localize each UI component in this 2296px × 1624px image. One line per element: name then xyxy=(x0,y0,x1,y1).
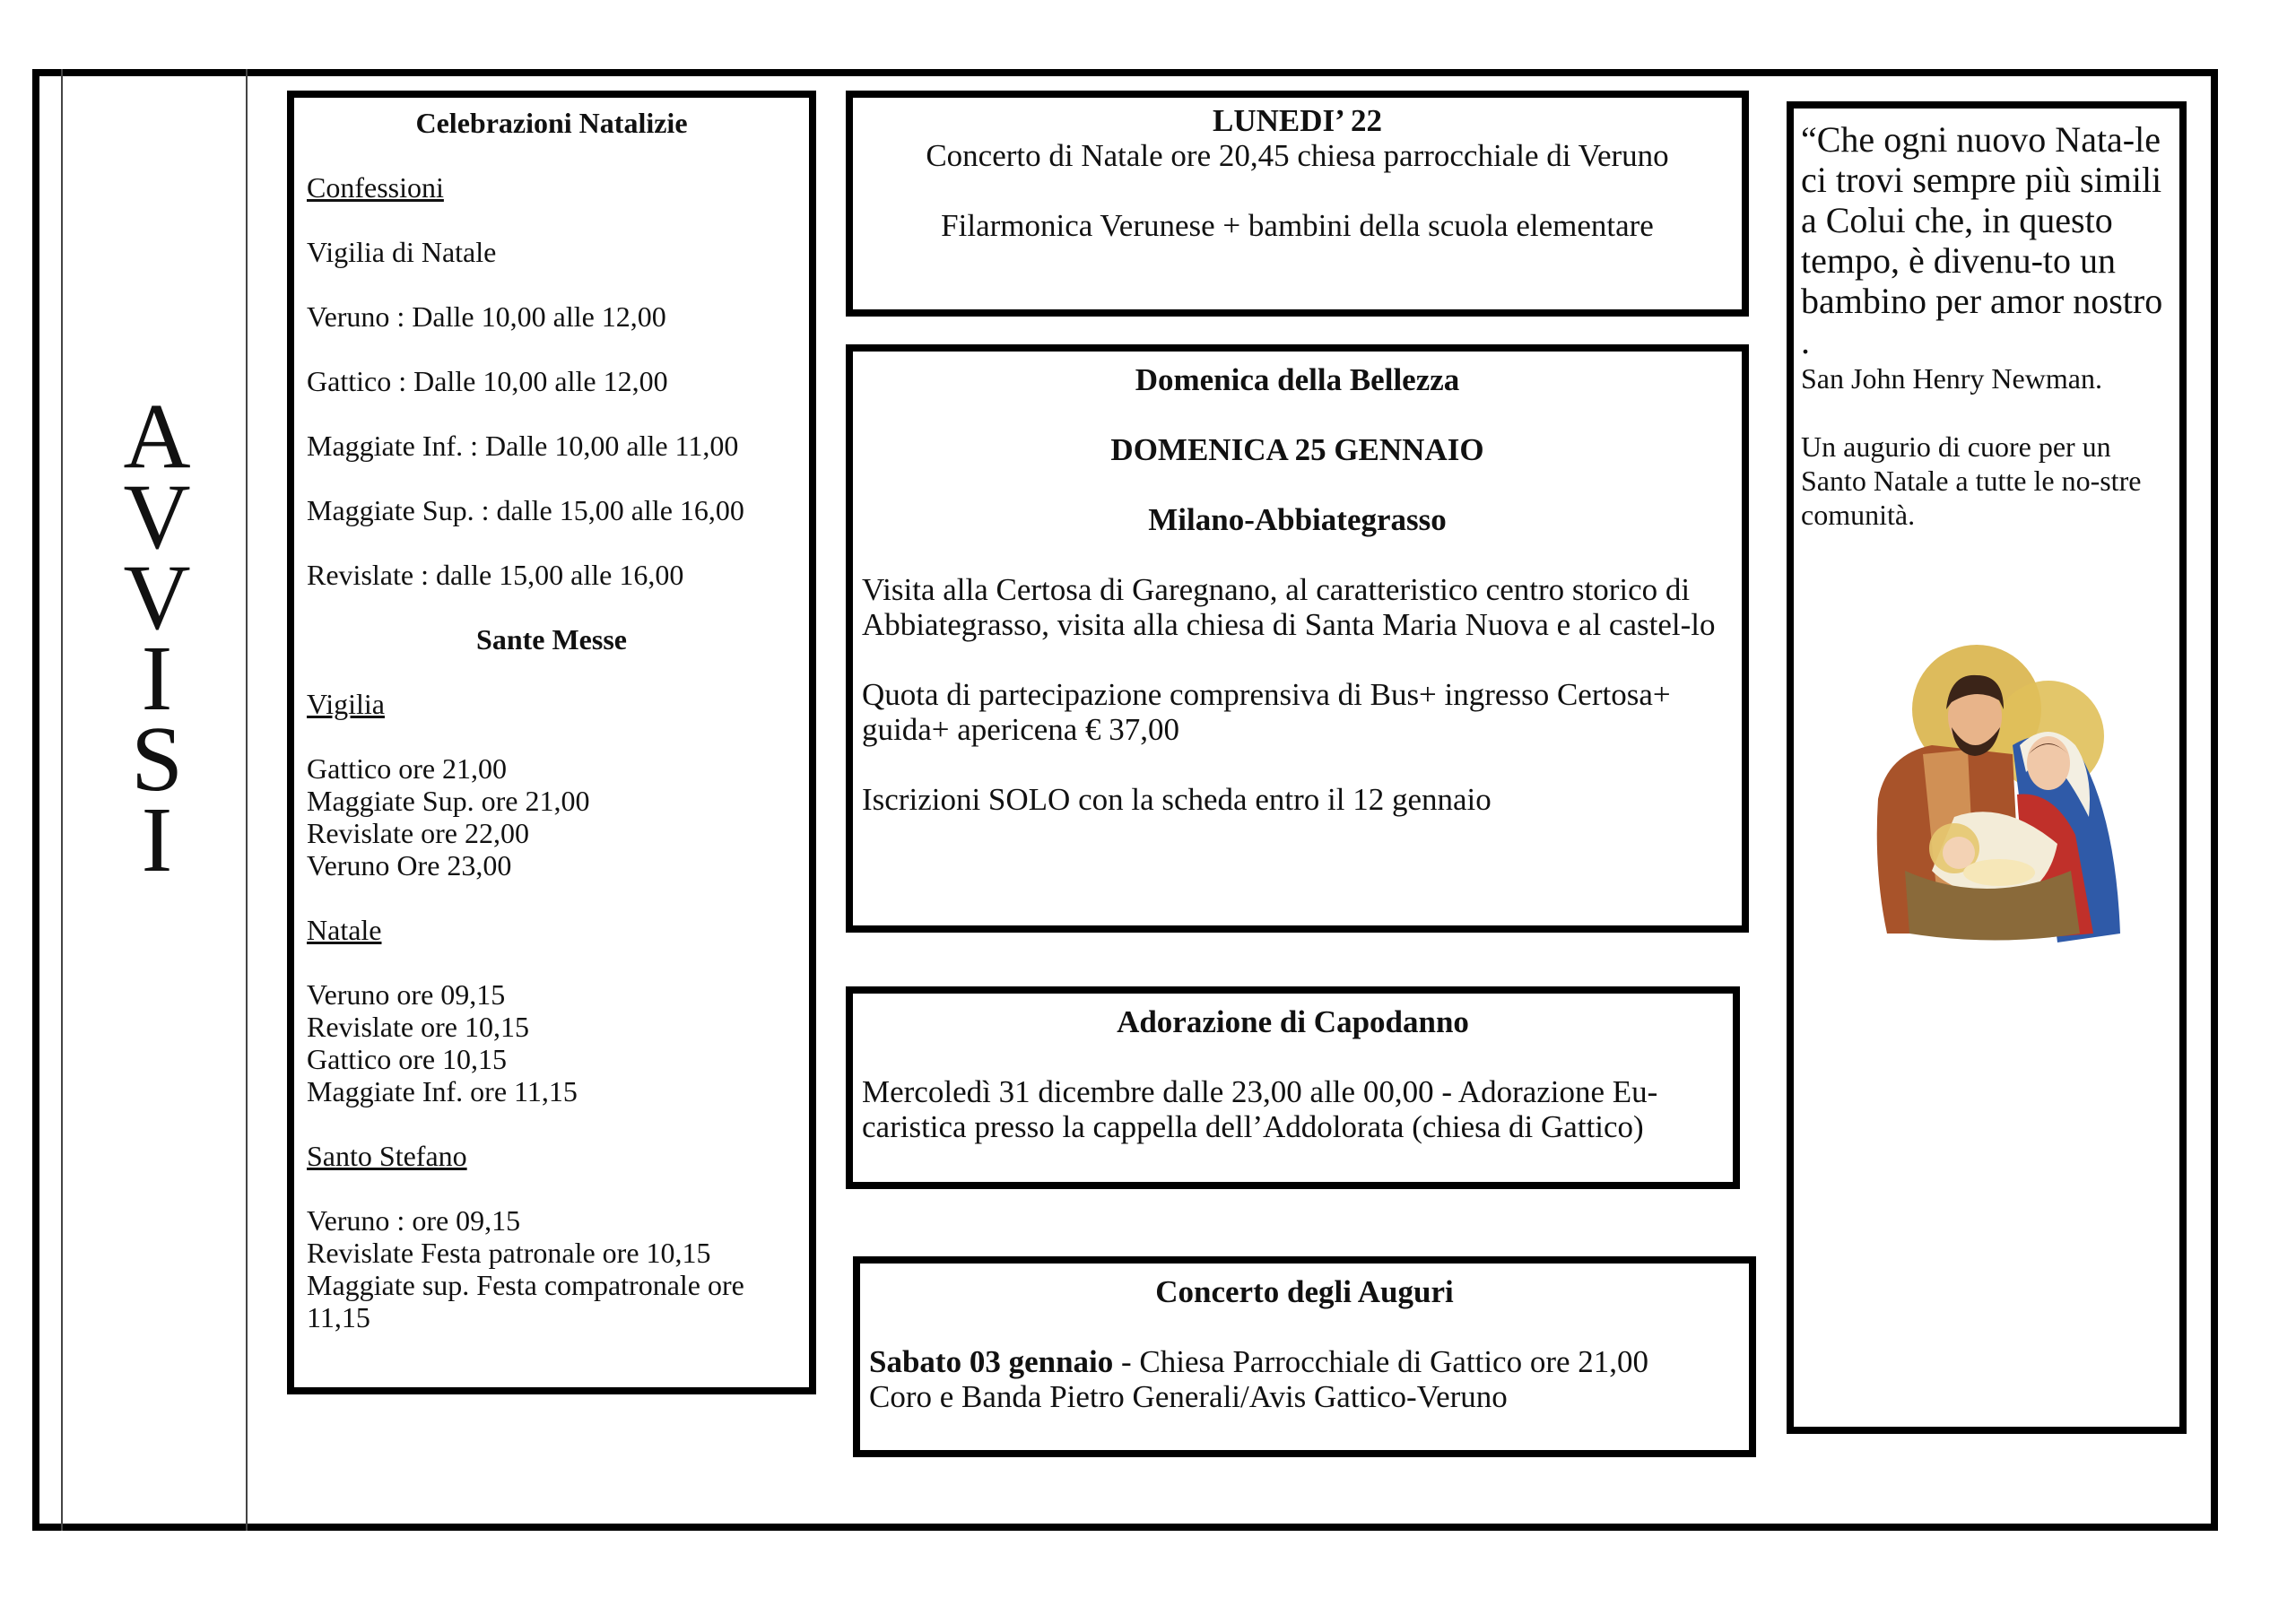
concerto-title: Concerto degli Auguri xyxy=(1155,1274,1454,1309)
bellezza-date: DOMENICA 25 GENNAIO xyxy=(1110,432,1484,467)
bellezza-quota: Quota di partecipazione comprensiva di Bus+ ingresso Certosa+ guida+ apericena € 37,00 xyxy=(862,677,1671,747)
messa-item: Maggiate Sup. ore 21,00 xyxy=(307,785,590,817)
adorazione-title: Adorazione di Capodanno xyxy=(1117,1004,1469,1039)
nativity-image xyxy=(1869,638,2138,960)
sidebar-divider-left xyxy=(61,69,63,1531)
confessioni-item: Veruno : Dalle 10,00 alle 12,00 xyxy=(307,300,666,333)
concerto-line1 xyxy=(869,1344,1740,1379)
concerto-date: Sabato 03 gennaio xyxy=(869,1344,1114,1379)
celebrazioni-title: Celebrazioni Natalizie xyxy=(415,107,688,139)
confessioni-item: Revislate : dalle 15,00 alle 16,00 xyxy=(307,559,684,591)
child-head xyxy=(1943,837,1975,869)
lunedi-title: LUNEDI’ 22 xyxy=(1213,103,1382,138)
messa-item: Veruno : ore 09,15 xyxy=(307,1204,521,1237)
messa-item: Maggiate Inf. ore 11,15 xyxy=(307,1075,578,1107)
avvisi-letter: A xyxy=(123,385,191,488)
messa-item: Gattico ore 10,15 xyxy=(307,1043,508,1075)
messa-item: Maggiate sup. Festa compatronale ore 11,15 xyxy=(307,1269,744,1333)
messa-item: Revislate Festa patronale ore 10,15 xyxy=(307,1237,711,1269)
bellezza-description: Visita alla Certosa di Garegnano, al caratteristico centro storico di Abbiategrasso, visita alla chiesa di Santa Maria Nuova e al castel-lo xyxy=(862,572,1716,642)
avvisi-letter: I xyxy=(141,627,173,730)
bellezza-box xyxy=(846,344,1749,933)
quote-author: San John Henry Newman. xyxy=(1801,362,2102,395)
confessioni-item: Gattico : Dalle 10,00 alle 12,00 xyxy=(307,365,668,397)
newman-quote: “Che ogni nuovo Nata-le ci trovi sempre più simili a Colui che, in questo tempo, è divenu-to un bambino per amor nostro . xyxy=(1801,119,2163,361)
avvisi-letter: S xyxy=(131,708,183,811)
lunedi-line1: Concerto di Natale ore 20,45 chiesa parrocchiale di Veruno xyxy=(926,138,1669,173)
lunedi-line2: Filarmonica Verunese + bambini della scuola elementare xyxy=(941,208,1654,243)
messa-item: Revislate ore 22,00 xyxy=(307,817,529,849)
bellezza-iscrizioni: Iscrizioni SOLO con la scheda entro il 12 gennaio xyxy=(862,782,1492,817)
adorazione-box xyxy=(846,986,1740,1189)
confessioni-subheading: Vigilia di Natale xyxy=(307,236,497,268)
natale-heading: Natale xyxy=(307,914,382,946)
messa-item: Veruno ore 09,15 xyxy=(307,978,506,1011)
confessioni-item: Maggiate Inf. : Dalle 10,00 alle 11,00 xyxy=(307,430,739,462)
lunedi-box xyxy=(846,91,1749,317)
avvisi-vertical-title xyxy=(67,385,247,891)
concerto-auguri-box xyxy=(853,1256,1756,1457)
confessioni-item: Maggiate Sup. : dalle 15,00 alle 16,00 xyxy=(307,494,744,526)
bellezza-place: Milano-Abbiategrasso xyxy=(1148,502,1447,537)
confessioni-heading: Confessioni xyxy=(307,171,444,204)
christmas-wish: Un augurio di cuore per un Santo Natale a tutte le no-stre comunità. xyxy=(1801,430,2142,531)
messa-item: Gattico ore 21,00 xyxy=(307,752,508,785)
concerto-line2: Coro e Banda Pietro Generali/Avis Gattico-Veruno xyxy=(869,1379,1508,1414)
adorazione-text: Mercoledì 31 dicembre dalle 23,00 alle 00,00 - Adorazione Eu-caristica presso la cappella dell’Addolorata (chiesa di Gattico) xyxy=(862,1074,1658,1144)
messa-item: Veruno Ore 23,00 xyxy=(307,849,512,881)
avvisi-letter: V xyxy=(123,465,191,569)
avvisi-letter: I xyxy=(141,788,173,891)
celebrazioni-box xyxy=(287,91,816,1394)
quote-box xyxy=(1787,101,2187,1434)
child-body xyxy=(1963,859,2035,886)
sante-messe-title: Sante Messe xyxy=(476,623,627,656)
messa-item: Revislate ore 10,15 xyxy=(307,1011,529,1043)
bellezza-title: Domenica della Bellezza xyxy=(1135,362,1460,397)
santo-stefano-heading: Santo Stefano xyxy=(307,1140,467,1172)
concerto-location: - Chiesa Parrocchiale di Gattico ore 21,00 xyxy=(1113,1344,1649,1379)
vigilia-heading: Vigilia xyxy=(307,688,385,720)
avvisi-letter: V xyxy=(123,546,191,649)
